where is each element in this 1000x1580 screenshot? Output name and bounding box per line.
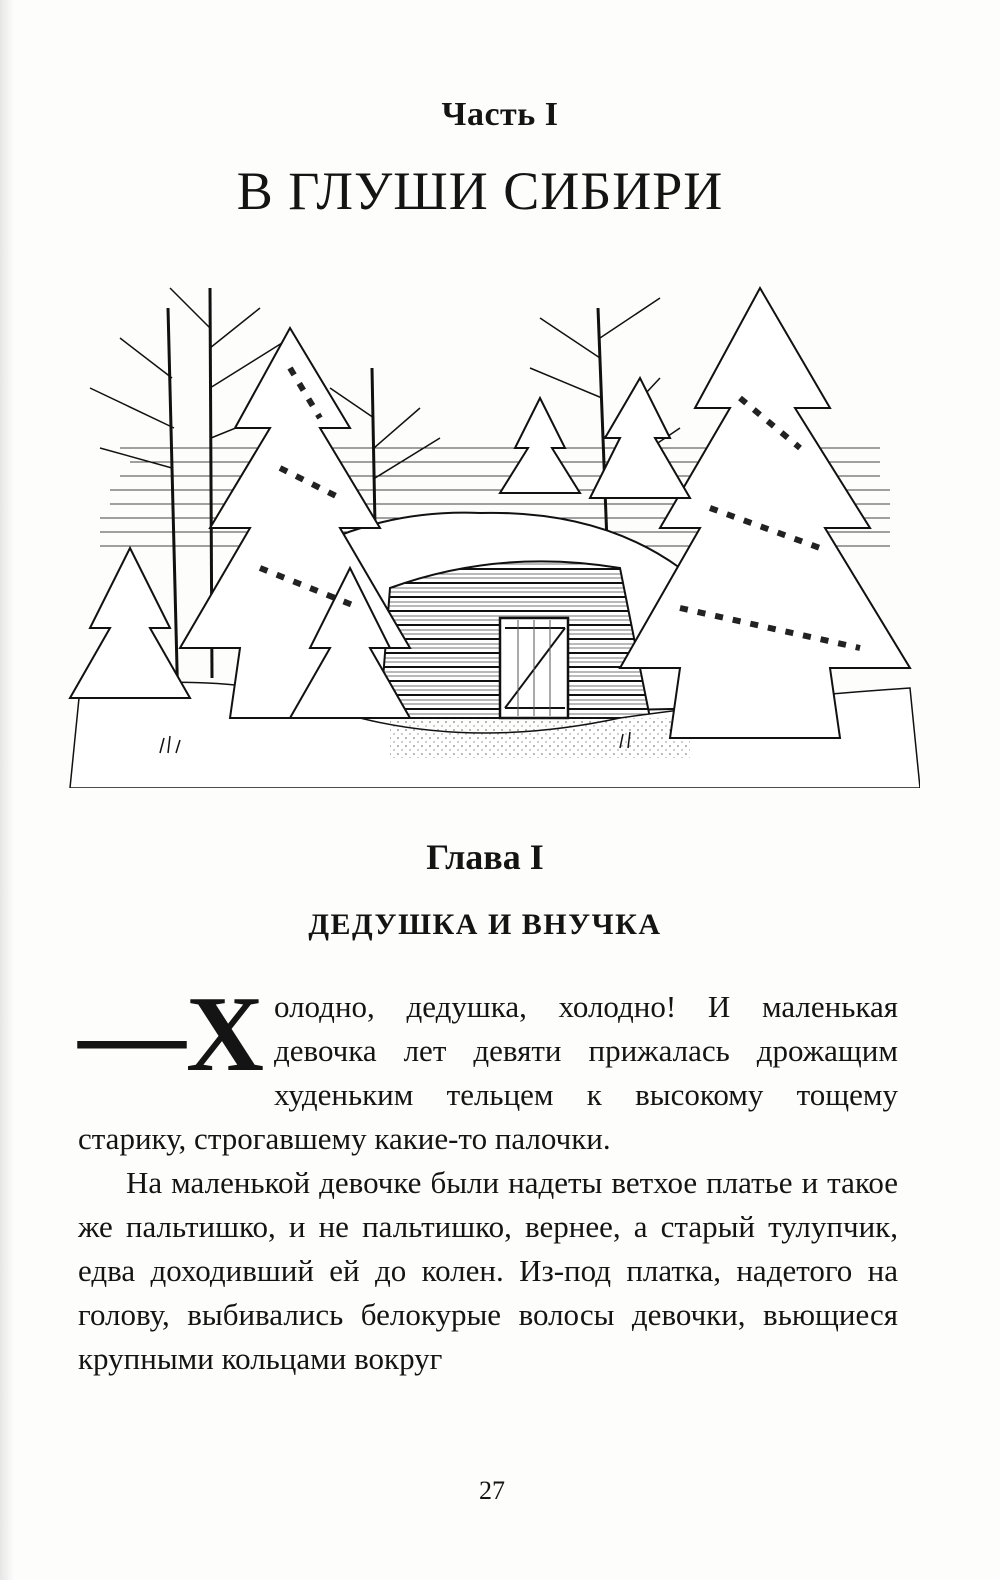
chapter-label: Глава I [426,837,544,877]
paragraph-1 [78,975,898,1161]
cabin-door [500,618,568,718]
part-label: Часть I [441,96,559,133]
page-number: 27 [479,1476,505,1505]
paragraph-2: На маленькой девочке были надеты ветхое платье и такое же пальтишко, и не пальтишко, вернее, а старый тулупчик, едва доходивший ей до колен. Из-под платка, надетого на голову, выбивались белокурые волосы девочки, вьющиеся крупными кольцами вокруг [78,1165,898,1376]
winter-cabin-illustration [60,248,920,788]
dialogue-dash: — [78,975,186,1094]
dropcap-letter [78,975,264,1094]
part-title: В ГЛУШИ СИБИРИ [236,161,724,221]
spruce-trees-left [70,328,410,718]
chapter-title: ДЕДУШКА И ВНУЧКА [308,908,662,941]
dropcap-char: Х [186,975,264,1094]
page-edge-shadow [0,0,14,1580]
paragraph-1-text: олодно, дедушка, холодно! И маленькая девочка лет девяти прижалась дрожащим худеньким тельцем к высокому тощему старику, строгавшему какие-то палочки. [78,989,898,1156]
chapter-body-text [78,975,898,1412]
